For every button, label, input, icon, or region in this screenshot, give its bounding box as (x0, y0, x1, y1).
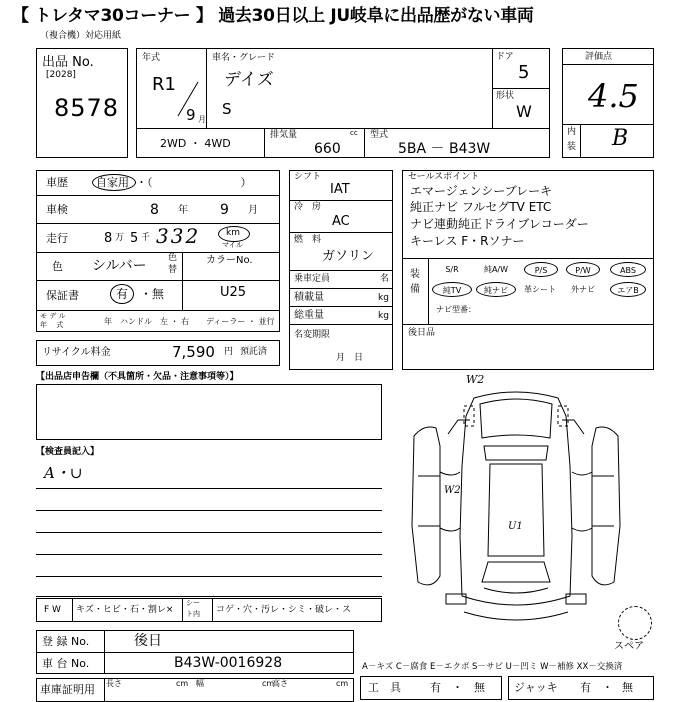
history-rest: ・（ ） (136, 176, 252, 189)
sales-point-1: エマージェンシーブレーキ (410, 184, 553, 198)
mileage-man-unit: 万 (115, 233, 125, 243)
inspector-note: A・∪ (44, 464, 83, 482)
jack-no: 無 (622, 681, 633, 694)
fw-items2: コゲ・穴・汚レ・シミ・破レ・ス (216, 605, 352, 615)
displacement-unit: cc (350, 129, 358, 137)
fw-label: F W (44, 605, 61, 615)
equip-navi: 純ナビ (476, 282, 516, 297)
regchange-unit: 月 日 (336, 353, 364, 363)
body-shape: W (516, 102, 532, 121)
jack-yes: 有 (580, 681, 591, 694)
capacity-label: 乗車定員 (294, 274, 331, 284)
inspection-year: 8 (150, 202, 159, 218)
lot-label: 出品 No. (42, 55, 94, 70)
year-month-unit: 月 (198, 115, 206, 124)
interior-score: B (612, 126, 629, 151)
inspector-label: 【検査員記入】 (36, 447, 100, 457)
chassis-value: B43W-0016928 (174, 655, 283, 671)
score-value: 4.5 (588, 77, 639, 115)
mileage-sen-unit: 千 (141, 233, 151, 243)
damage-legend: A－キズ C－腐食 E－エクボ S－サビ U－凹ミ W－補修 XX－交換済 (362, 662, 623, 672)
car-name-label: 車名・グレード (212, 53, 276, 63)
color-code: U25 (220, 285, 247, 300)
recycle-value: 7,590 (172, 343, 215, 361)
model-code: 5BA － B43W (398, 141, 491, 157)
model-year-unit: 年 (104, 317, 112, 326)
sales-point-2: 純正ナビ フルセグTV ETC (410, 200, 552, 214)
cert-unit-3: cm (336, 679, 349, 688)
equip-sr: S/R (445, 265, 459, 274)
seller-note-box (36, 384, 382, 440)
color-value: シルバー (92, 258, 147, 274)
ac-label: 冷 房 (294, 202, 322, 212)
mileage-label: 走行 (46, 232, 68, 245)
equip-ps: P/S (524, 262, 558, 277)
model-code-label: 型式 (370, 130, 389, 140)
cert-length: 長さ (106, 679, 122, 688)
inspection-month-unit: 月 (248, 205, 258, 216)
fw-seat-1: シー (186, 599, 200, 607)
handle-option: ハンドル 左 ・ 右 (120, 317, 190, 326)
shape-label: 形状 (496, 91, 515, 101)
shift-value: IAT (330, 182, 350, 197)
cert-label: 車庫証明用 (40, 683, 95, 696)
load-unit: kg (378, 293, 389, 303)
equipment-label-1: 装 (410, 269, 420, 280)
later-label: 後日品 (408, 328, 436, 338)
history-value: 自家用 (96, 176, 129, 189)
dealer-option: ディーラー ・ 並行 (206, 317, 275, 326)
seller-note-label: 【出品店申告欄（不具箇所・欠品・注意事項等）】 (36, 372, 239, 382)
ac-value: AC (332, 214, 350, 229)
cert-height: 高さ (272, 679, 288, 688)
chassis-label: 車 台 No. (42, 657, 90, 670)
tools-yes: 有 (430, 681, 441, 694)
inspection-label: 車検 (46, 203, 68, 216)
drive-options: 2WD ・ 4WD (160, 137, 231, 150)
displacement-value: 660 (314, 141, 341, 157)
header-title: 【 トレタマ30コーナー 】 過去30日以上 JU岐阜に出品歴がない車両 (12, 6, 534, 26)
load-label: 積載量 (294, 292, 324, 303)
navi-model-label: ナビ型番： (436, 305, 476, 314)
displacement-label: 排気量 (270, 130, 298, 140)
registration-value: 後日 (134, 633, 162, 649)
mileage-man: 8 (104, 231, 113, 246)
car-name: デイズ (224, 70, 274, 90)
model-year-label-2: 年 式 (40, 321, 64, 329)
regchange-label: 名変期限 (294, 330, 331, 340)
diagram-side-mark: W2 (444, 485, 461, 496)
warranty-no: 無 (152, 287, 165, 301)
color-change-label-1: 色 (168, 253, 178, 263)
equipment-label-2: 備 (410, 284, 420, 295)
color-change-label-2: 替 (168, 265, 178, 275)
equip-airbag: エアB (610, 282, 646, 297)
weight-unit: kg (378, 311, 389, 321)
recycle-unit: 円 (224, 347, 234, 357)
fuel-value: ガソリン (322, 249, 375, 264)
inspection-year-unit: 年 (178, 205, 188, 216)
diagram-top-mark: W2 (466, 373, 485, 386)
equip-ext-navi: 外ナビ (571, 285, 595, 294)
score-label: 評価点 (585, 52, 613, 62)
warranty-sep: ・ (140, 287, 153, 301)
model-year-label-1: モ デ ル (40, 312, 66, 320)
car-damage-diagram (404, 373, 630, 638)
mile-unit: マイル (222, 241, 243, 249)
tools-sep: ・ (452, 681, 463, 694)
mileage-sen: 5 (130, 231, 139, 246)
recycle-note: 預託済 (240, 347, 268, 357)
sales-points-label: セールスポイント (408, 172, 480, 182)
interior-label-2: 装 (567, 142, 577, 152)
cert-width: 幅 (196, 679, 204, 688)
inspection-month: 9 (220, 202, 229, 218)
interior-label-1: 内 (567, 127, 577, 137)
sales-point-4: キーレス F・Rソナー (410, 234, 525, 248)
weight-label: 総重量 (294, 310, 324, 321)
equip-leather: 革シート (524, 285, 556, 294)
mileage-rest: 332 (156, 224, 201, 248)
door-label: ドア (496, 52, 514, 62)
equip-tv: 純TV (432, 282, 472, 297)
jack-sep: ・ (602, 681, 613, 694)
cert-unit-1: cm (176, 679, 189, 688)
equip-alloy: 純A/W (483, 265, 509, 274)
fuel-label: 燃 料 (294, 235, 322, 245)
lot-stamp: [2028] (46, 70, 76, 80)
cert-unit-2: cm (262, 679, 275, 688)
diagram-roof-mark: U1 (508, 521, 523, 532)
form-subtitle: （複合機）対応用紙 (40, 31, 122, 41)
capacity-unit: 名 (380, 274, 390, 284)
color-code-label: カラーNo. (206, 255, 253, 266)
shift-label: シフト (294, 172, 322, 182)
warranty-yes: 有 (116, 287, 129, 301)
year-label: 年式 (142, 53, 161, 63)
jack-label: ジャッキ (514, 681, 558, 694)
equip-abs: ABS (610, 262, 646, 277)
car-grade: S (222, 100, 232, 118)
fw-items: キズ・ヒビ・石・割レ× (76, 605, 174, 615)
history-label: 車歴 (46, 176, 68, 189)
spare-label: スペア (614, 641, 644, 652)
equip-pw: P/W (566, 262, 600, 277)
sales-point-3: ナビ連動純正ドライブレコーダー (410, 217, 589, 231)
door-count: 5 (518, 62, 530, 83)
registration-label: 登 録 No. (42, 635, 90, 648)
color-label: 色 (52, 260, 63, 273)
lot-number: 8578 (54, 94, 120, 122)
recycle-label: リサイクル料金 (42, 347, 111, 358)
km-unit: km (226, 228, 240, 238)
fw-seat-2: ト内 (186, 610, 200, 618)
year-month: 9 (186, 106, 196, 124)
tools-label: 工 具 (368, 681, 401, 694)
warranty-label: 保証書 (46, 289, 79, 302)
year-era: R1 (152, 74, 176, 95)
tools-no: 無 (474, 681, 485, 694)
